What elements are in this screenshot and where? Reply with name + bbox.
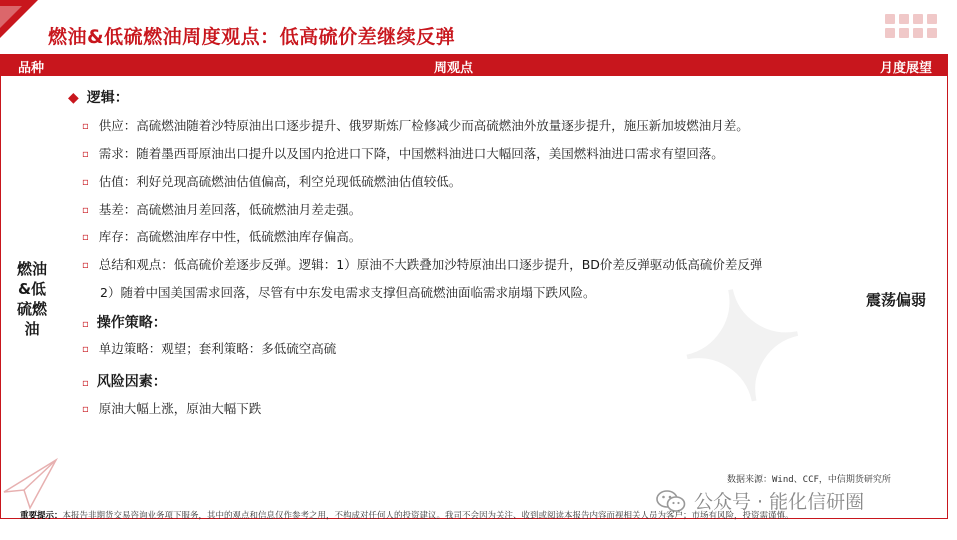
header-monthly: 月度展望	[879, 61, 932, 76]
square-bullet-icon: ▫	[82, 378, 89, 389]
list-item: ▫ 总结和观点：低高硫价差逐步反弹。逻辑：1）原油不大跌叠加沙特原油出口逐步提升，BD价差反弹驱动低高硫价差反弹	[82, 257, 763, 272]
square-bullet-icon: ▫	[82, 260, 89, 271]
list-item: ▫ 基差：高硫燃油月差回落，低硫燃油月差走强。	[82, 202, 362, 217]
diamond-icon: ◆	[68, 90, 79, 106]
variety-line: 油	[24, 320, 40, 338]
paper-plane-icon	[0, 452, 60, 512]
list-item: ▫ 库存：高硫燃油库存中性，低硫燃油库存偏高。	[82, 229, 362, 244]
header-weekly: 周观点	[434, 61, 474, 76]
square-bullet-icon: ▫	[82, 205, 89, 216]
wechat-account-text: 公众号 · 能化信研圈	[694, 491, 865, 513]
variety-line: &低	[17, 280, 47, 298]
list-item: ▫ 供应：高硫燃油随着沙特原油出口逐步提升、俄罗斯炼厂检修减少而高硫燃油外放量逐步提升，施压新加坡燃油月差。	[82, 118, 749, 133]
data-source: 数据来源：Wind、CCF，中信期货研究所	[727, 475, 891, 485]
list-item: ▫ 需求：随着墨西哥原油出口提升以及国内抢进口下降，中国燃料油进口大幅回落，美国燃料油进口需求有望回落。	[82, 146, 724, 161]
section-risk	[82, 371, 167, 391]
page-title: 燃油&低硫燃油周度观点：低高硫价差继续反弹	[48, 26, 456, 48]
watermark-decoration: ✦	[663, 248, 823, 448]
square-bullet-icon: ▫	[82, 149, 89, 160]
corner-decoration	[0, 0, 44, 44]
monthly-outlook: 震荡偏弱	[866, 291, 927, 309]
square-bullet-icon: ▫	[82, 121, 89, 132]
section-strategy-label: 操作策略：	[96, 315, 167, 331]
wechat-icon	[656, 489, 686, 513]
square-bullet-icon: ▫	[82, 232, 89, 243]
square-bullet-icon: ▫	[82, 344, 89, 355]
section-logic-label: 逻辑：	[86, 90, 129, 106]
dot-grid-decoration	[885, 14, 937, 38]
list-item: ▫ 单边策略：观望；套利策略：多低硫空高硫	[82, 341, 337, 356]
section-strategy	[82, 312, 167, 332]
table-header	[0, 54, 948, 76]
list-item-continuation: 2）随着中国美国需求回落，尽管有中东发电需求支撑但高硫燃油面临需求崩塌下跌风险。	[100, 285, 596, 300]
variety-line: 燃油	[16, 260, 47, 278]
variety-line: 硫燃	[16, 300, 47, 318]
list-item: ▫ 原油大幅上涨，原油大幅下跌	[82, 401, 262, 416]
square-bullet-icon: ▫	[82, 404, 89, 415]
list-item: ▫ 估值：利好兑现高硫燃油估值偏高，利空兑现低硫燃油估值较低。	[82, 174, 462, 189]
square-bullet-icon: ▫	[82, 319, 89, 330]
section-logic	[68, 87, 129, 107]
variety-cell	[10, 259, 54, 339]
disclaimer-text: 本报告非期货交易咨询业务项下服务，其中的观点和信息仅作参考之用，不构成对任何人的投资建议。我司不会因为关注、收到或阅读本报告内容而视相关人员为客户；市场有风险，投资需谨慎。	[62, 511, 794, 521]
disclaimer	[20, 510, 840, 523]
section-risk-label: 风险因素：	[96, 374, 167, 390]
square-bullet-icon: ▫	[82, 177, 89, 188]
header-variety: 品种	[18, 61, 45, 76]
disclaimer-label: 重要提示：	[20, 511, 63, 521]
